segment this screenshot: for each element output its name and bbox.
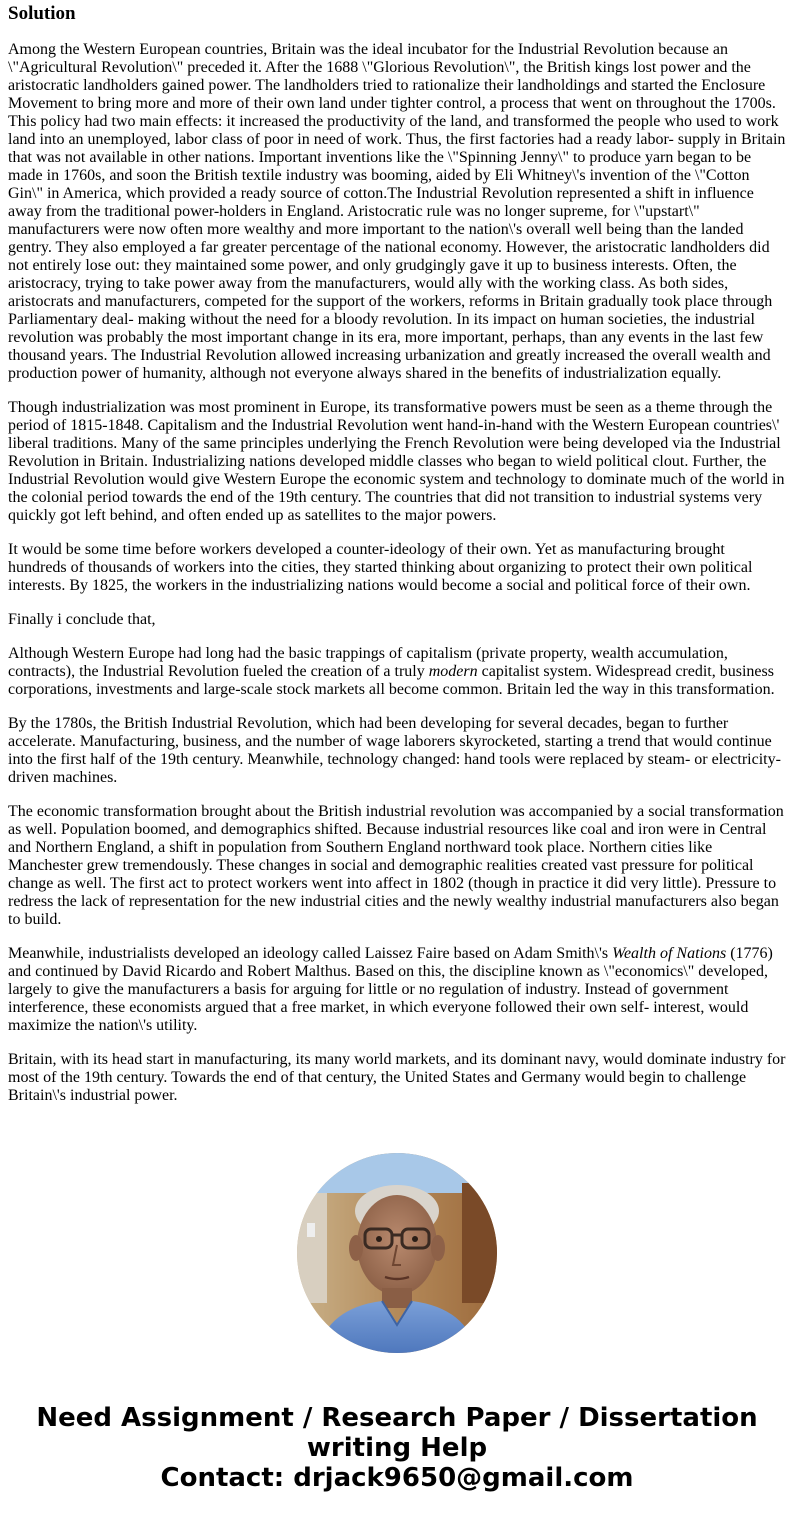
paragraph-social-transformation: The economic transformation brought about the British industrial revolution was accompanied by a social transformation as well. Population boomed, and demographics shifted. Because industrial resources like coal and iron were in Central and Northern England, a shift in population from Southern England northward took place. Northern cities like Manchester grew tremendously. These changes in social and demographic realities created vast pressure for political change as well. The first act to protect workers went into affect in 1802 (though in practice it did very little). Pressure to redress the lack of representation for the new industrial cities and the newly wealthy industrial manufacturers also began to build. — [8, 803, 784, 928]
paragraph-laissez-faire — [8, 945, 786, 1035]
article-body — [8, 0, 786, 1105]
paragraph-acceleration-1780s: By the 1780s, the British Industrial Revolution, which had been developing for several decades, began to further accelerate. Manufacturing, business, and the number of wage laborers skyrocketed, starting a trend that would continue into the first half of the 19th century. Meanwhile, technology changed: hand tools were replaced by steam- or electricity-driven machines. — [8, 715, 781, 786]
portrait-image — [297, 1153, 497, 1353]
paragraph-industrialization-europe: Though industrialization was most prominent in Europe, its transformative powers must be seen as a theme through the period of 1815-1848. Capitalism and the Industrial Revolution went hand-in-hand with the Western European countries\' liberal traditions. Many of the same principles underlying the French Revolution were being developed via the Industrial Revolution in Britain. Industrializing nations developed middle classes who began to wield political clout. Further, the Industrial Revolution would give Western Europe the economic system and technology to dominate much of the world in the colonial period towards the end of the 19th century. The countries that did not transition to industrial systems very quickly got left behind, and often ended up as satellites to the major powers. — [8, 399, 785, 524]
emphasis-text: modern — [428, 663, 478, 680]
paragraph-workers-ideology: It would be some time before workers developed a counter-ideology of their own. Yet as manufacturing brought hundreds of thousands of workers into the cities, they started thinking about organizing to protect their own political interests. By 1825, the workers in the industrializing nations would become a social and political force of their own. — [8, 541, 753, 594]
book-title: Wealth of Nations — [612, 945, 727, 962]
author-photo — [297, 1153, 497, 1353]
paragraph-text: (1776) and continued by David Ricardo and Robert Malthus. Based on this, the discipline known as \"economics\" developed, largely to give the manufacturers a basis for arguing for little or no regulation of industry. Instead of government interference, these economists argued that a free market, in which everyone followed their own self- interest, would maximize the nation\'s utility. — [8, 945, 773, 1034]
paragraph-text: capitalist system. Widespread credit, business corporations, investments and large-scale stock markets all become common. Britain led the way in this transformation. — [8, 663, 775, 698]
paragraph-text: Although Western Europe had long had the basic trappings of capitalism (private property, wealth accumulation, contracts), the Industrial Revolution fueled the creation of a truly — [8, 645, 728, 680]
paragraph-capitalism — [8, 645, 786, 699]
banner-line-assignment: Need Assignment / Research Paper / Dissertation — [36, 1403, 758, 1433]
paragraph-conclusion-intro: Finally i conclude that, — [8, 611, 156, 628]
paragraph-british-dominance: Britain, with its head start in manufacturing, its many world markets, and its dominant navy, would dominate industry for most of the 19th century. Towards the end of that century, the United States and Germany would begin to challenge Britain\'s industrial power. — [8, 1051, 786, 1104]
paragraph-industrial-revolution-origins: Among the Western European countries, Britain was the ideal incubator for the Industrial Revolution because an \"Agricultural Revolution\" preceded it. After the 1688 \"Glorious Revolution\", the British kings lost power and the aristocratic landholders gained power. The landholders tried to rationalize their landholdings and started the Enclosure Movement to bring more and more of their own land under tighter control, a process that went on throughout the 1700s. This policy had two main effects: it increased the productivity of the land, and transformed the people who used to work land into an unemployed, labor class of poor in need of work. Thus, the first factories had a ready labor- supply in Britain that was not available in other nations. Important inventions like the \"Spinning Jenny\" to produce yarn began to be made in 1760s, and soon the British textile industry was booming, aided by Eli Whitney\'s invention of the \"Cotton Gin\" in America, which provided a ready source of cotton.The Industrial Revolution represented a shift in influence away from the traditional power-holders in England. Aristocratic rule was no longer supreme, for \"upstart\" manufacturers were now often more wealthy and more important to the nation\'s overall well being than the landed gentry. They also employed a far greater percentage of the national economy. However, the aristocratic landholders did not entirely lose out: they maintained some power, and only grudgingly gave it up to business interests. Often, the aristocracy, trying to take power away from the manufacturers, would ally with the working class. As both sides, aristocrats and manufacturers, competed for the support of the workers, reforms in Britain gradually took place through Parliamentary deal- making without the need for a bloody revolution. In its impact on human societies, the industrial revolution was probably the most important change in its era, more important, perhaps, than any events in the last few thousand years. The Industrial Revolution allowed increasing urbanization and greatly increased the overall wealth and production power of humanity, although not everyone always shared in the benefits of industrialization equally. — [8, 41, 786, 382]
banner-line-writing-help: writing Help — [306, 1433, 488, 1463]
contact-banner — [0, 1403, 794, 1493]
paragraph-text: Meanwhile, industrialists developed an ideology called Laissez Faire based on Adam Smith\'s — [8, 945, 613, 962]
page-title: Solution — [8, 3, 76, 24]
banner-line-contact-email: Contact: drjack9650@gmail.com — [160, 1463, 634, 1493]
